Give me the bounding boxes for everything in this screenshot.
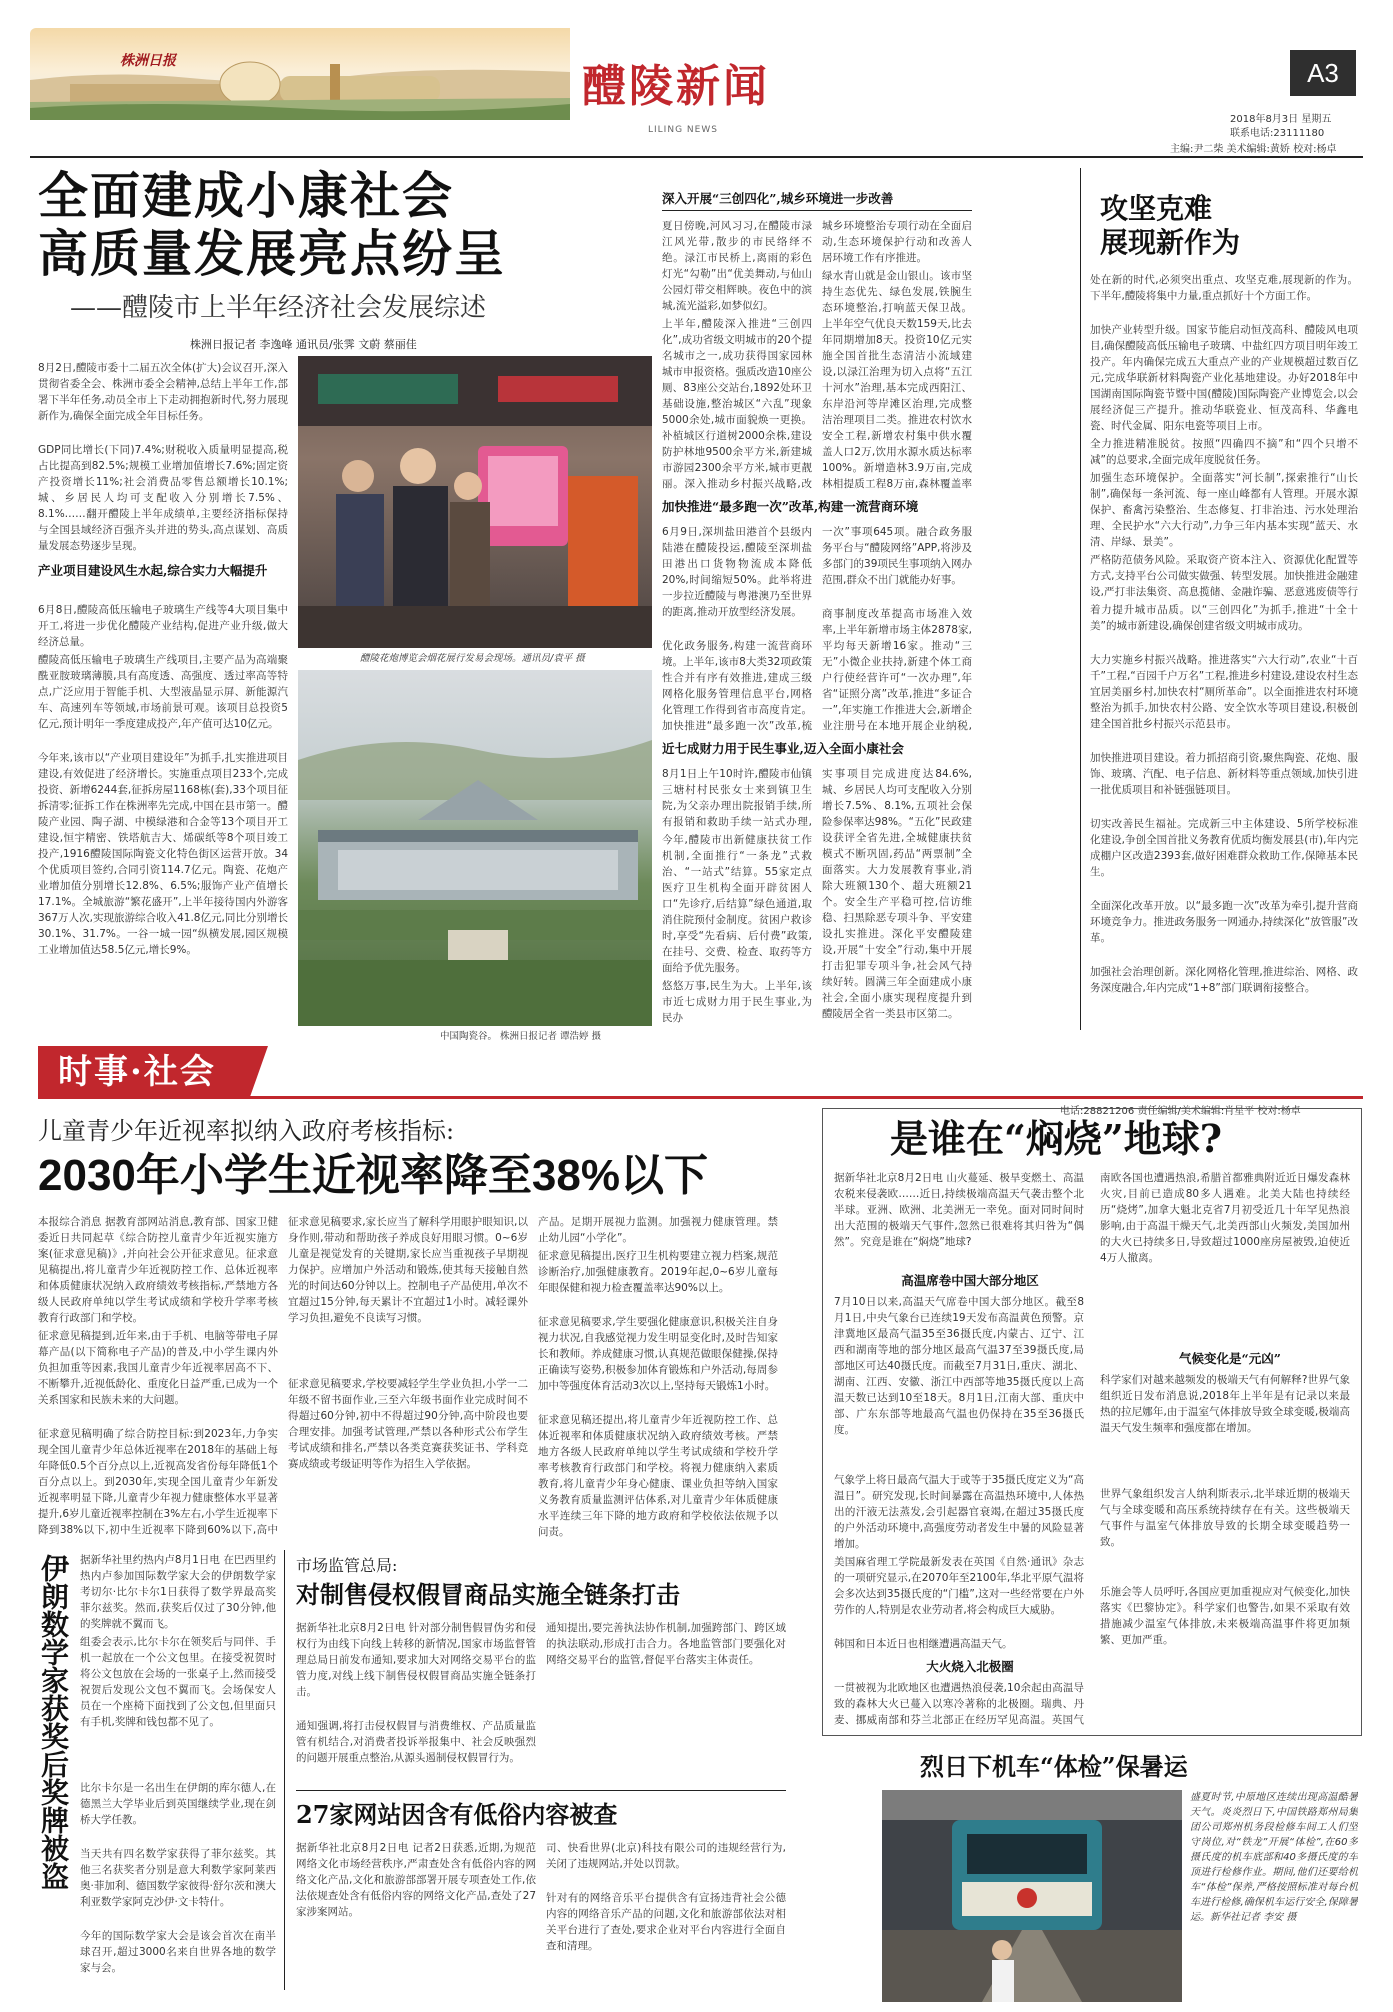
lead-para3: 6月8日,醴陵高低压输电子玻璃生产线等4大项目集中开工,将进一步优化醴陵产业结构,促进产业升级,做大经济总量。 xyxy=(38,604,288,648)
col4-title1: 攻坚克难 xyxy=(1100,192,1213,225)
iran-para2: 组委会表示,比尔卡尔在领奖后与同伴、手机一起放在一个公文包里。在接受祝贺时将公文包放在会场的一张桌子上,然而接受祝贺后发现公文包不翼而飞。会场保安人员在一个座椅下面找到了公文包,但里面只有手机,奖牌和钱包都不见了。 xyxy=(80,1636,276,1728)
site-para3: 针对有的网络音乐平台提供含有宣扬违背社会公德内容的网络音乐产品的问题,文化和旅游部依法对相关平台进行了查处,要求企业对平台内容进行全面自查和清理。 xyxy=(546,1892,786,1952)
iran-divider xyxy=(284,1550,285,1990)
heat-para10: 乐施会等人员呼吁,各国应更加重视应对气候变化,加快落实《巴黎协定》。科学家们也警告,如果不采取有效措施减少温室气体排放,未来极端高温事件将更加频繁、更加严重。 xyxy=(1100,1586,1350,1646)
heat-para2: 7月10日以来,高温天气席卷中国大部分地区。截至8月1日,中央气象台已连续19天发布高温黄色预警。京津冀地区最高气温35至36摄氏度,内蒙古、辽宁、江西和湖南等地的部分地区最高气温37至39摄氏度,局部地区可达40摄氏度。而截至7月31日,重庆、湖北、湖南、江西、安徽、浙江中西部等地35摄氏度以上高温天数已达到10至18天。8月1日,江南大部、重庆中部、广东东部等地最高气温也仍保持在35至36摄氏度。 xyxy=(834,1296,1084,1436)
lead-para2: GDP同比增长(下同)7.4%;财税收入质量明显提高,税占比提高到82.5%;规模工业增加值增长7.6%;固定资产投资增长11%;社会消费品零售总额增长10.1%;城、乡居民人均可支配收入分别增长7.5%、8.1%……翻开醴陵上半年成绩单,主要经济指标保持与全国县域经济百强齐头并进的势头,高点谋划、高质量发展态势逐步呈现。 xyxy=(38,444,288,552)
iran-title: 伊朗数学家获奖后奖牌被盗 xyxy=(37,1554,70,1890)
market-para2: 通知强调,将打击侵权假冒与消费维权、产品质量监管有机结合,对消费者投诉举报集中、社会反映强烈的问题开展重点整治,从源头遏制侵权假冒行为。 xyxy=(296,1720,536,1764)
heat-para3: 气象学上将日最高气温大于或等于35摄氏度定义为“高温日”。研究发现,长时间暴露在高温热环境中,人体热出的汗液无法蒸发,会引起器官衰竭,在超过35摄氏度的户外活动环境中,高强度劳动者发生中暑的风险显著增加。 xyxy=(834,1474,1084,1550)
ceramics-valley-photo xyxy=(298,670,652,1026)
col4-para2: 加快产业转型升级。国家节能启动恒茂高科、醴陵风电项目,确保醴陵高低压输电子玻璃、中盐红四方项目明年竣工投产。年内确保完成五大重点产业的产业规模超过数百亿元,完成华联新材料陶瓷产业化基地建设。办好2018年中国湖南国际陶瓷节暨中国(醴陵)国际陶瓷产业博览会,以会展经济促三产提升。推动华联瓷业、恒茂高科、华鑫电瓷、时代金属、阳东电瓷等项目上市。 xyxy=(1090,324,1358,432)
lead-para5: 今年来,该市以“产业项目建设年”为抓手,扎实推进项目建设,有效促进了经济增长。实施重点项目233个,完成投资、新增6244套,征拆房屋1168栋(套),33个项目征拆清零;征拆工作在株洲率先完成,中国在县市第一。醴陵产业园、陶子湖、中模绿港和合金等13个项目开工建设,恒宇精密、铁塔航吉大、烯碳纸等8个项目竣工投产,1916醴陵国际陶瓷文化特色街区运营开放。34个优质项目签约,合同引资114.7亿元。陶瓷、花炮产业增加值分别增长12.8%、6.5%;服饰产业产值增长17.1%。全城旅游“繁花盛开”,上半年接待国内外游客367万人次,实现旅游综合收入41.8亿元,同比分别增长30.1%、31.7%。一谷一城一园“纵横发展,园区规模工业增加值达58.5亿元,增长9%。 xyxy=(38,752,288,956)
col3-para1: 绿水青山就是金山银山。该市坚持生态优先、绿色发展,铁腕生态环境整治,打响蓝天保卫战。上半年空气优良天数159天,比去年同期增加8天。投资10亿元实施全国首批生态清洁小流域建设,以渌江治理为切入点将“五江十河水”治理,基本完成西阳江、东岸沿河等岸滩区治理,完成整洁治理项目二类。推进农村饮水安全工程,新增农村集中供水覆盖人口2万,饮用水源水质达标率100%。新增造林3.9万亩,完成林相提质工程8万亩,森林覆盖率 xyxy=(822,270,972,490)
fireworks-expo-photo xyxy=(298,356,652,648)
lead-byline: 株洲日报记者 李逸峰 通讯员/张霁 文蔚 蔡丽佳 xyxy=(190,338,417,351)
lead-para4: 醴陵高低压输电子玻璃生产线项目,主要产品为高端聚酰亚胺玻璃薄膜,具有高度透、高强度、透过率高等特点,广泛应用于智能手机、大型液晶显示屏、新能源汽车、高速列车等领域,市场前景可观。该项目总投资5亿元,预计明年一季度建成投产,年产值可达10亿元。 xyxy=(38,654,288,730)
masthead-editors: 主编:尹二柴 美术编辑:黄娇 校对:杨卓 xyxy=(1170,144,1337,155)
myopia-para5: 征求意见稿要求,学校要减轻学生学业负担,小学一二年级不留书面作业,三至六年级书面作业完成时间不得超过60分钟,初中不得超过90分钟,高中阶段也要合理安排。加强考试管理,严禁以各种形式公布学生考试成绩和排名,严禁以各类竞赛获奖证书、学科竞赛成绩或考级证明等作为招生入学依据。 xyxy=(288,1378,528,1470)
site-para2: 司、快看世界(北京)科技有限公司的违规经营行为,关闭了违规网站,并处以罚款。 xyxy=(546,1842,786,1870)
heat-para8: 科学家们对越来越频发的极端天气有何解释?世界气象组织近日发布消息说,2018年上半年是有记录以来最热的拉尼娜年,由于温室气体排放导致全球变暖,极端高温天气发生频率和强度都在增加。 xyxy=(1100,1374,1350,1434)
myopia-subtitle: 儿童青少年近视率拟纳入政府考核指标: xyxy=(38,1117,455,1145)
col4-para9: 切实改善民生福祉。完成新三中主体建设、5所学校标准化建设,争创全国首批义务教育优质均衡发展县(市),年内完成棚户区改造2393套,做好困难群众救助工作,保障基本民生。 xyxy=(1090,818,1358,878)
lead-subtitle: ——醴陵市上半年经济社会发展综述 xyxy=(70,293,487,323)
heat-subhead1: 高温席卷中国大部分地区 xyxy=(901,1273,1039,1288)
col4-para3: 全力推进精准脱贫。按照“四确四不摘”和“四个只增不减”的总要求,全面完成年度脱贫任务。 xyxy=(1090,438,1358,466)
iran-para1: 据新华社里约热内卢8月1日电 在巴西里约热内卢参加国际数学家大会的伊朗数学家考切尔·比尔卡尔1日获得了数学界最高奖菲尔兹奖。然而,获奖后仅过了30分钟,他的奖牌就不翼而飞。 xyxy=(80,1554,276,1630)
myopia-para3: 征求意见稿明确了综合防控目标:到2023年,力争实现全国儿童青少年总体近视率在2018年的基础上每年降低0.5个百分点以上,近视高发省份每年降低1个百分点以上。到2030年,实现全国儿童青少年新发近视率明显下降,儿童青少年视力健康整体水平显著提升,6岁儿童近视率控制在3%左右,小学生近视率下降到38%以下,初中生近视率下降到60%以下,高中 xyxy=(38,1428,278,1536)
col4-para11: 加强社会治理创新。深化网格化管理,推进综治、网格、政务深度融合,年内完成“1+8”部门联调衔接整合。 xyxy=(1090,966,1358,994)
heat-para9: 世界气象组织发言人纳利斯表示,北半球近期的极端天气与全球变暖和高压系统持续存在有关。这些极端天气事件与温室气体排放导致的长期全球变暖趋势一致。 xyxy=(1100,1488,1350,1548)
myopia-para6: 征求意见稿提出,医疗卫生机构要建立视力档案,规范诊断治疗,加强健康教育。2019年起,0~6岁儿童每年眼保健和视力检查覆盖率达90%以上。 xyxy=(538,1250,778,1294)
market-kicker: 市场监管总局: xyxy=(296,1556,398,1575)
market-para1: 据新华社北京8月2日电 针对部分制售假冒伪劣和侵权行为由线下向线上转移的新情况,国家市场监督管理总局日前发布通知,要求加大对网络交易平台的监管力度,对线上线下制售侵权假冒商品实施全链条打击。 xyxy=(296,1622,536,1698)
city-skyline-illustration xyxy=(30,28,570,120)
market-para3: 通知提出,要完善执法协作机制,加强跨部门、跨区域的执法联动,形成打击合力。各地监管部门要强化对网络交易平台的监管,督促平台落实主体责任。 xyxy=(546,1622,786,1666)
myopia-para7: 征求意见稿要求,学生要强化健康意识,积极关注自身视力状况,自我感觉视力发生明显变化时,及时告知家长和教师。养成健康习惯,认真规范做眼保健操,保持正确读写姿势,积极参加体育锻炼和户外活动,每周参加中等强度体育活动3次以上,坚持每天锻炼1小时。 xyxy=(538,1316,778,1392)
heat-subhead2: 大火烧入北极圈 xyxy=(926,1659,1014,1674)
section-banner-line xyxy=(38,1096,1363,1099)
heat-para6: 一贯被视为北欧地区也遭遇热浪侵袭,10余起由高温导致的森林大火已蔓入以寒冷著称的北极圈。瑞典、丹麦、挪威南部和芬兰北部正在经历罕见高温。英国气 xyxy=(834,1682,1084,1726)
train-title: 烈日下机车“体检”保暑运 xyxy=(920,1752,1188,1781)
lead-title-line2: 高质量发展亮点纷呈 xyxy=(38,224,506,283)
site-title: 27家网站因含有低俗内容被查 xyxy=(296,1800,618,1829)
col3-para4: 实事项目完成进度达84.6%,城、乡居民人均可支配收入分别增长7.5%、8.1%,五项社会保险参保率达98%。“五化”民政建设获评全省先进,全城健康扶贫模式不断巩固,药品“两票制”全面落实。大力发展教育事业,消除大班额130个、超大班额21个。安全生产平稳可控,信访维稳、扫黑除恶专项斗争、平安建设扎实推进。深化平安醴陵建设,开展“十安全”行动,集中开展打击犯罪专项斗争,社会风气持续好转。圆满三年全面建成小康社会,全面小康实现程度提升到醴陵居全省一类县市区第二。 xyxy=(822,768,972,1020)
heat-para7: 南欧各国也遭遇热浪,希腊首都雅典附近近日爆发森林火灾,目前已造成80多人遇难。北美大陆也持续经历“烧烤”,加拿大魁北克省7月初受近几十年罕见热浪影响,由于高温干燥天气,北美西部山火频发,美国加州的大火已持续多日,导致超过1000座房屋被毁,迫使近4万人撤离。 xyxy=(1100,1172,1350,1264)
col4-para10: 全面深化改革开放。以“最多跑一次”改革为牵引,提升营商环境竞争力。推进政务服务一网通办,持续深化“放管服”改革。 xyxy=(1090,900,1358,944)
section-meta: 电话:28821206 责任编辑/美术编辑:肖星平 校对:杨卓 xyxy=(1060,1106,1301,1117)
iran-para4: 当天共有四名数学家获得了菲尔兹奖。其他三名获奖者分别是意大利数学家阿莱西奥·菲加利、德国数学家彼得·舒尔茨和澳大利亚数学家阿克沙伊·文卡特什。 xyxy=(80,1848,276,1908)
masthead-date: 2018年8月3日 星期五 xyxy=(1230,114,1332,125)
top-rule xyxy=(30,156,1363,158)
col2-para7: 悠悠万事,民生为大。上半年,该市近七成财力用于民生事业,为民办 xyxy=(662,980,812,1024)
page-number: A3 xyxy=(1290,50,1356,96)
section-en: LILING NEWS xyxy=(648,125,718,135)
heat-title: 是谁在“焖烧”地球? xyxy=(890,1116,1222,1161)
section-title: 醴陵新闻 xyxy=(582,61,770,112)
col2-subhead2: 加快推进“最多跑一次”改革,构建一流营商环境 xyxy=(662,499,919,514)
col4-para7: 大力实施乡村振兴战略。推进落实“六大行动”,农业“十百千”工程,“百园千户万名”工程,推进乡村建设,建设农村生态宜居美丽乡村,加快农村“厕所革命”。以全面推进农村环境整治为抓手,加快农村公路、安全饮水等项目建设,积极创建全国首批乡村振兴示范县市。 xyxy=(1090,654,1358,730)
iran-para3: 比尔卡尔是一名出生在伊朗的库尔德人,在德黑兰大学毕业后到英国继续学业,现在剑桥大学任教。 xyxy=(80,1782,276,1826)
lead-subhead1: 产业项目建设风生水起,综合实力大幅提升 xyxy=(38,563,268,578)
iran-para5: 今年的国际数学家大会是该会首次在南半球召开,超过3000名来自世界各地的数学家与会。 xyxy=(80,1930,276,1974)
paper-name-logo: 株洲日报 xyxy=(120,53,176,69)
section-banner-label: 时事·社会 xyxy=(58,1052,216,1092)
photo1-caption: 醴陵花炮博览会烟花展行发易会现场。通讯员/袁平 摄 xyxy=(360,653,585,664)
col3-para-a: 城乡环境整治专项行动在全面启动,生态环境保护行动和改善人居环境工作有序推进。 xyxy=(822,220,972,264)
col4-para4: 加强生态环境保护。全面落实“河长制”,探索推行“山长制”,确保每一条河流、每一座山峰都有人管理。开展水源保护、畜禽污染整治、生态修复、打非治违、污水处理治理、全民护水“六大行动”,力争三年内基本实现“蓝天、水清、岸绿、景美”。 xyxy=(1090,472,1358,548)
train-caption: 盛夏时节,中原地区连续出现高温酷暑天气。炎炎烈日下,中国铁路郑州局集团公司郑州机务段检修车间工人们坚守岗位,对“铁龙”开展“体检”,在60多摄氏度的机车底部和40多摄氏度的车顶进行检修作业。期间,他们还要给机车“体检”保养,严格按照标准对每台机车进行检修,确保机车运行安全,保障暑运。新华社记者 李安 摄 xyxy=(1190,1792,1358,1923)
lead-title-line1: 全面建成小康社会 xyxy=(38,166,454,225)
col2-para1: 夏日傍晚,河风习习,在醴陵市渌江风光带,散步的市民络绎不绝。渌江市民桥上,离雨的彩色灯光“勾勒”出“优美舞动,与仙山公园灯带交相辉映。夜色中的滨城,流光溢彩,如梦似幻。 xyxy=(662,220,812,312)
heat-para4: 美国麻省理工学院最新发表在英国《自然·通讯》杂志的一项研究显示,在2070年至2100年,华北平原气温将会多次达到35摄氏度的“门槛”,这对一些经常要在户外劳作的人,特别是农业劳动者,将会构成巨大威胁。 xyxy=(834,1556,1084,1616)
col4-divider xyxy=(1080,168,1081,1030)
market-rule xyxy=(296,1790,786,1791)
myopia-para9: 产品。足期开展视力监测。加强视力健康管理。禁止幼儿园“小学化”。 xyxy=(538,1216,778,1244)
heat-para1: 据新华社北京8月2日电 山火蔓延、极旱变燃土、高温农税来侵袭欧……近日,持续极端高温天气袭击整个北半球。亚洲、欧洲、北美洲无一幸免。面对同时间时出大范围的极端天气事件,忽然已很难将其归咎为“偶然”。究竟是谁在“焖烧”地球? xyxy=(834,1172,1084,1248)
market-title: 对制售侵权假冒商品实施全链条打击 xyxy=(296,1580,680,1609)
heat-subhead3: 气候变化是“元凶” xyxy=(1179,1351,1281,1366)
myopia-para2: 征求意见稿提到,近年来,由于手机、电脑等带电子屏幕产品(以下简称电子产品)的普及,中小学生课内外负担加重等因素,我国儿童青少年近视率居高不下、不断攀升,近视低龄化、重度化日益严重,已成为一个关系国家和民族未来的大问题。 xyxy=(38,1330,278,1406)
myopia-para4: 征求意见稿要求,家长应当了解科学用眼护眼知识,以身作则,带动和帮助孩子养成良好用眼习惯。0~6岁儿童是视觉发育的关键期,家长应当重视孩子早期视力保护。应增加户外活动和锻炼,使其每天接触自然光的时间达60分钟以上。控制电子产品使用,单次不宜超过15分钟,每天累计不宜超过1小时。减轻课外学习负担,避免不良读写习惯。 xyxy=(288,1216,528,1324)
col4-para6: 着力提升城市品质。以“三创四化”为抓手,推进“十全十美”的城市新建设,确保创建省级文明城市成功。 xyxy=(1090,604,1358,632)
col2-para2: 上半年,醴陵深入推进“三创四化”,成功省级文明城市的20个提名城市之一,成功获得国家园林城市申报资格。强质改造10座公厕、83座公交站台,1892处环卫基础设施,整治城区“六乱”现象5000余处,城市面貌焕一更换。补植城区行道树2000余株,建设防护林地9500余平方米,新建城市游园2300余平方米,城市更靓丽。深入推动乡村振兴战略,改 xyxy=(662,318,812,490)
col2-para3: 6月9日,深圳盐田港首个县级内陆港在醴陵投运,醴陵至深圳盐田港出口货物物流成本降低20%,时间缩短50%。此举将进一步拉近醴陵与粤港澳乃至世界的距离,推动开放型经济发展。 xyxy=(662,526,812,618)
masthead-phone: 联系电话:23111180 xyxy=(1230,128,1325,139)
col2-subhead3: 近七成财力用于民生事业,迈入全面小康社会 xyxy=(662,741,904,756)
site-para1: 据新华社北京8月2日电 记者2日获悉,近期,为规范网络文化市场经营秩序,严肃查处含有低俗内容的网络文化产品,文化和旅游部部署开展专项查处工作,依法依规查处含有低俗内容的网络文化产品,查处了27家涉案网站。 xyxy=(296,1842,536,1918)
photo2-caption: 中国陶瓷谷。 株洲日报记者 谭浩婷 摄 xyxy=(440,1031,602,1042)
col2-heading: 深入开展“三创四化”,城乡环境进一步改善 xyxy=(662,191,894,206)
col4-para8: 加快推进项目建设。着力抓招商引资,聚焦陶瓷、花炮、服饰、玻璃、汽配、电子信息、新材料等重点领域,加快引进一批优质项目和补链强链项目。 xyxy=(1090,752,1358,796)
myopia-para8: 征求意见稿还提出,将儿童青少年近视防控工作、总体近视率和体质健康状况纳入政府绩效考核。严禁地方各级人民政府单纯以学生考试成绩和学校升学率考核教育行政部门和学校。将视力健康纳入素质教育,将儿童青少年身心健康、课业负担等纳入国家义务教育质量监测评估体系,对儿童青少年体质健康水平连续三年下降的地方政府和学校依法依规予以问责。 xyxy=(538,1414,778,1538)
col4-title2: 展现新作为 xyxy=(1100,226,1241,259)
col2-para5: 8月1日上午10时许,醴陵市仙镇三塘村村民张女士来到镇卫生院,为父亲办理出院报销手续,所有报销和救助手续一站式办理, xyxy=(662,768,812,828)
col2-para4: 优化政务服务,构建一流营商环境。上半年,该市8大类32项政策性合并有序有效推进,建成三级网格化服务管理信息平台,网格化管理工作得到省市高度肯定。加快推进“最多跑一次”改革,梳 xyxy=(662,640,812,732)
col2-para6: 今年,醴陵市出新健康扶贫工作机制,全面推行“一条龙”式救治、“一站式”结算。55家定点医疗卫生机构全面开辟贫困人口“先诊疗,后结算”绿色通道,取消住院预付金制度。贫困户救诊时,享受“先看病、后付费”政策,在挂号、交费、检查、取药等方面给予优先服务。 xyxy=(662,834,812,974)
heat-para5: 韩国和日本近日也相继遭遇高温天气。 xyxy=(834,1638,1013,1650)
myopia-para1: 本报综合消息 据教育部网站消息,教育部、国家卫健委近日共同起草《综合防控儿童青少年近视实施方案(征求意见稿)》,并向社会公开征求意见。征求意见稿提出,将儿童青少年近视防控工作、总体近视率和体质健康状况纳入政府绩效考核指标,严禁地方各级人民政府单纯以学生考试成绩和学校升学率考核教育行政部门和学校。 xyxy=(38,1216,278,1324)
col3-para2: 一次”事项645项。融合政务服务平台与“醴陵网络”APP,将涉及多部门的39项民生事项纳入网办范围,群众不出门就能办好事。 xyxy=(822,526,972,586)
lead-para1: 8月2日,醴陵市委十二届五次全体(扩大)会议召开,深入贯彻省委全会、株洲市委全会精神,总结上半年工作,部署下半年任务,动员全市上下走动拥抱新时代,努力展现新作为,确保全面完成全年目标任务。 xyxy=(38,362,288,422)
masthead-banner xyxy=(30,28,570,120)
myopia-title: 2030年小学生近视率降至38%以下 xyxy=(38,1151,708,1200)
col2-rule xyxy=(662,210,972,211)
col4-para5: 严格防范债务风险。采取资产资本注入、资源优化配置等方式,支持平台公司做实做强、转型发展。加快推进金融建设,严打非法集资、高息揽储、金融诈骗、恶意逃废债等行 xyxy=(1090,554,1358,598)
col4-para1: 处在新的时代,必须突出重点、攻坚克难,展现新的作为。下半年,醴陵将集中力量,重点抓好十个方面工作。 xyxy=(1090,274,1358,302)
col3-para3: 商事制度改革提高市场准入效率,上半年新增市场主体2878家,平均每天新增16家。推动“三无”小微企业扶持,新建个体工商户行使经营许可“一次办理”,年省“证照分离”改革,推进“多证合一”,年实施工作推进大会,新增企业注册号在本地开展企业纳税, xyxy=(822,608,972,732)
train-inspection-photo xyxy=(882,1790,1182,2002)
